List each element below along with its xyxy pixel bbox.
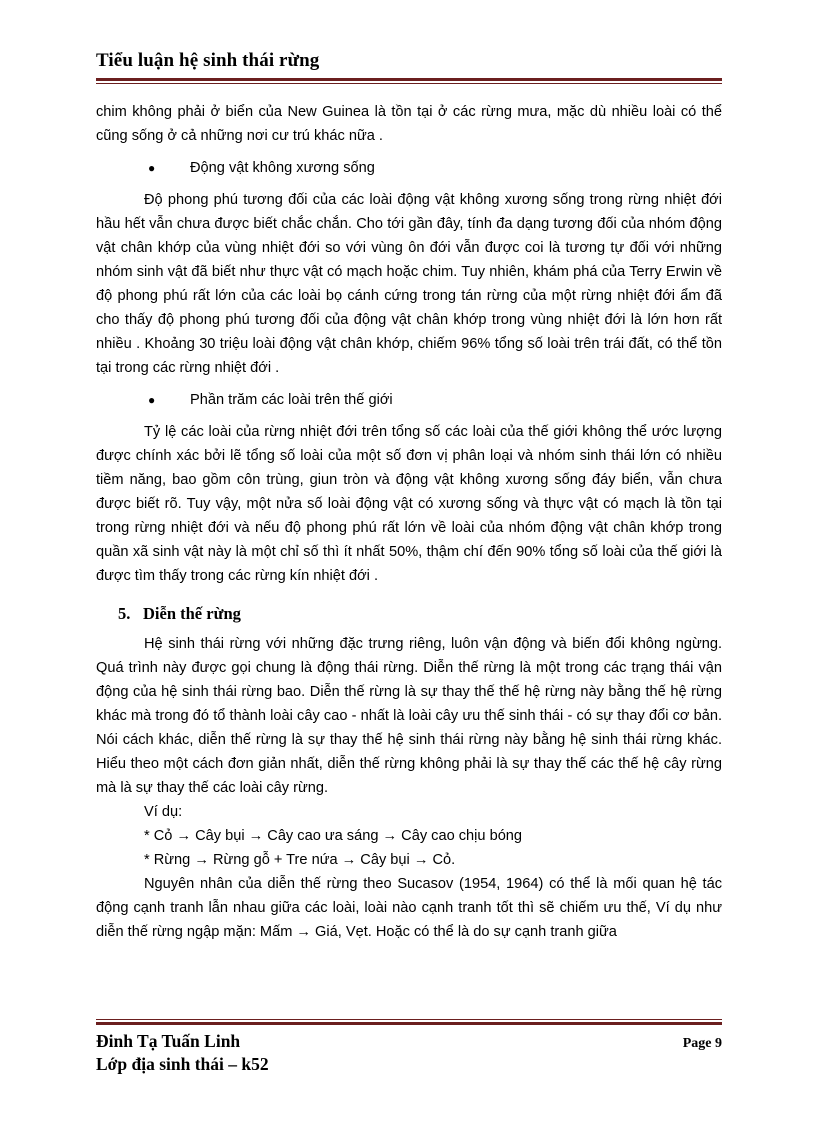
document-body [96, 100, 722, 944]
bullet-icon: ● [148, 393, 156, 407]
section-title: Diễn thế rừng [143, 604, 241, 623]
paragraph-intro: chim không phải ở biển của New Guinea là tồn tại ở các rừng mưa, mặc dù nhiều loài có thể cũng sống ở cả những nơi cư trú khác nữa . [96, 104, 722, 144]
footer-row [96, 1031, 722, 1052]
example-line-2: * Rừng → Rừng gỗ + Tre nứa → Cây bụi → Cỏ. [144, 852, 456, 868]
header-title: Tiểu luận hệ sinh thái rừng [96, 50, 320, 71]
paragraph-succession: Hệ sinh thái rừng với những đặc trưng riêng, luôn vận động và biến đổi không ngừng. Quá trình này được gọi chung là động thái rừng. Diễn thế rừng là một trong các trạng thái vận động của hệ sinh thái rừng bao. Diễn thế rừng là sự thay thế thế hệ rừng này bằng thế hệ rừng khác mà trong đó tổ thành loài cây cao - nhất là loài cây ưu thế sinh thái - có sự thay đổi cơ bản. Nói cách khác, diễn thế rừng là sự thay thế hệ sinh thái rừng này bằng hệ sinh thái rừng khác. Hiểu theo một cách đơn giản nhất, diễn thế rừng không phải là sự thay thế các thế hệ cây rừng mà là sự thay thế các loài cây rừng. [96, 636, 722, 796]
example-label: Ví dụ: [144, 804, 183, 820]
footer-rule-thick [96, 1022, 722, 1025]
bullet-label: Phần trăm các loài trên thế giới [190, 392, 393, 408]
bullet-icon: ● [148, 161, 156, 175]
header-rule-thin [96, 83, 722, 84]
example-line-1: * Cỏ → Cây bụi → Cây cao ưa sáng → Cây cao chịu bóng [144, 828, 523, 844]
paragraph-percent: Tỷ lệ các loài của rừng nhiệt đới trên tổng số các loài của thế giới không thể ước lượng được chính xác bởi lẽ tổng số loài của một số đơn vị phân loại và nhóm sinh thái lớn có nhiều tiềm năng, bao gồm côn trùng, giun tròn và động vật không xương sống đáy biển, vẫn chưa được biết rõ. Tuy vậy, một nửa số loài động vật có xương sống và thực vật có mạch là tồn tại trong rừng nhiệt đới và nếu độ phong phú rất lớn về loài của nhóm động vật chân khớp trong quần xã sinh vật này là một chỉ số thì ít nhất 50%, thậm chí đến 90% tổng số loài của thế giới là được tìm thấy trong các rừng kín nhiệt đới . [96, 424, 722, 584]
section-heading [118, 602, 722, 626]
page-header [96, 50, 722, 84]
bullet-item-percent [96, 388, 722, 412]
footer-rule-thin [96, 1019, 722, 1020]
paragraph-invertebrates: Độ phong phú tương đối của các loài động vật không xương sống trong rừng nhiệt đới hầu hết vẫn chưa được biết chắc chắn. Cho tới gần đây, tính đa dạng tương đối của nhóm động vật chân khớp của vùng nhiệt đới so với vùng ôn đới vẫn được coi là tương tự đối với những nhóm sinh vật đã biết như thực vật có mạch hoặc chim. Tuy nhiên, khám phá của Terry Erwin về độ phong phú rất lớn của các loài bọ cánh cứng trong tán rừng của một rừng nhiệt đới ẩm đã cho thấy độ phong phú tương đối của động vật chân khớp trong vùng nhiệt đới là lớn hơn rất nhiều . Khoảng 30 triệu loài động vật chân khớp, chiếm 96% tổng số loài trên trái đất, có thể tồn tại trong các rừng nhiệt đới . [96, 192, 722, 376]
section-number: 5. [118, 604, 131, 623]
bullet-item-invertebrates [96, 156, 722, 180]
footer-class: Lớp địa sinh thái – k52 [96, 1054, 269, 1074]
footer-page-number: Page 9 [682, 1036, 722, 1051]
paragraph-cause: Nguyên nhân của diễn thế rừng theo Sucasov (1954, 1964) có thể là mối quan hệ tác động cạnh tranh lẫn nhau giữa các loài, loài nào cạnh tranh tốt thì sẽ chiếm ưu thế, Ví dụ như diễn thế rừng ngập mặn: Mấm → Giá, Vẹt. Hoặc có thể là do sự cạnh tranh giữa [96, 876, 722, 940]
header-rule-thick [96, 78, 722, 81]
page-footer [96, 1017, 722, 1075]
footer-author: Đinh Tạ Tuấn Linh [96, 1031, 241, 1051]
bullet-label: Động vật không xương sống [190, 160, 375, 176]
